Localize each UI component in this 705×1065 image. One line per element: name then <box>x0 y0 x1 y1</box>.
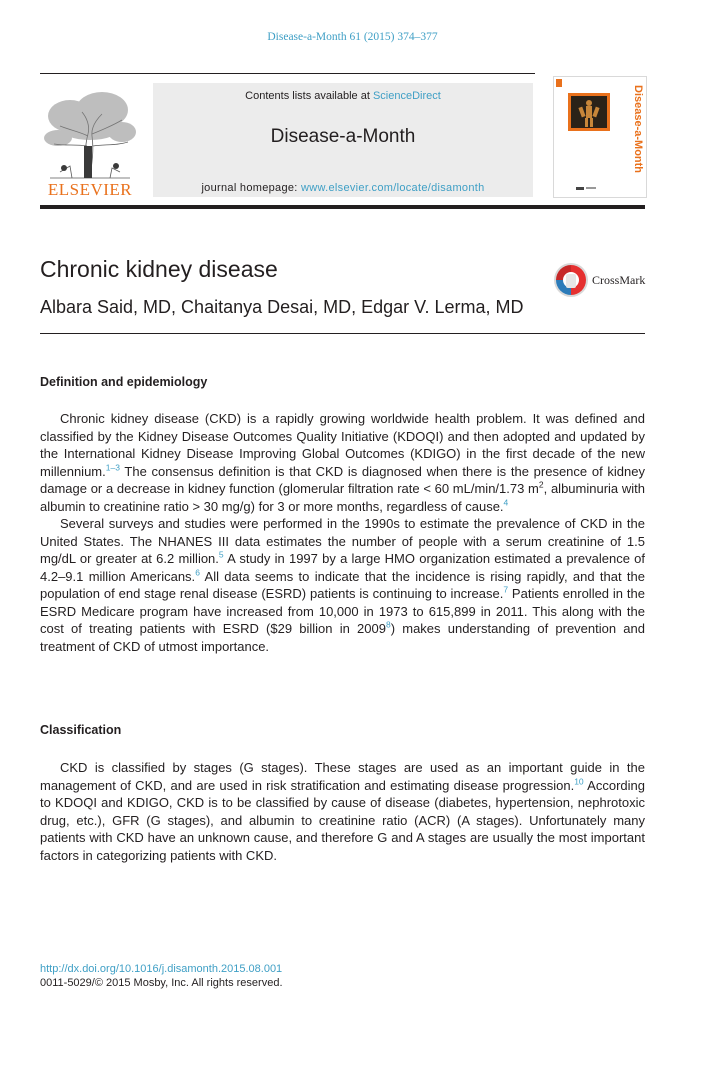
sciencedirect-link[interactable]: ScienceDirect <box>372 90 441 102</box>
elsevier-tree-logo-icon <box>40 86 138 186</box>
crossmark-icon <box>553 262 589 298</box>
superscript-2: 2 <box>538 479 544 490</box>
journal-homepage-line <box>153 182 533 194</box>
contents-line <box>153 90 533 102</box>
crossmark-label: CrossMark <box>592 273 646 287</box>
paragraph-3 <box>40 759 645 864</box>
running-head[interactable]: Disease-a-Month 61 (2015) 374–377 <box>267 31 438 43</box>
journal-title: Disease-a-Month <box>270 126 416 147</box>
crossmark-badge[interactable] <box>553 262 645 298</box>
citation-ref[interactable]: 7 <box>503 584 509 595</box>
copyright-line: 0011-5029/© 2015 Mosby, Inc. All rights reserved. <box>40 977 283 989</box>
article-title: Chronic kidney disease <box>40 256 278 282</box>
p2-text-a: Several surveys and studies were performed in the 1990s to estimate the prevalence of CKD in the United States. The NHANES III data estimates the number of people with a serum creatinine of 1.5 mg/dL or greater at 6.2 million. <box>40 516 645 566</box>
p2-text-e: ) makes understanding of prevention and treatment of CKD of utmost importance. <box>40 621 645 654</box>
paragraph-1 <box>40 410 645 515</box>
paragraph-2 <box>40 515 645 655</box>
doi-link[interactable]: http://dx.doi.org/10.1016/j.disamonth.2015.08.001 <box>40 963 283 975</box>
homepage-link[interactable]: www.elsevier.com/locate/disamonth <box>301 182 485 194</box>
journal-cover-thumbnail[interactable] <box>553 76 647 198</box>
p1-text-c: , albuminuria with albumin to creatinine ratio > 30 mg/g) for 3 or more months, regardless of cause. <box>40 481 645 514</box>
section-body-definition <box>40 410 645 655</box>
contents-prefix: Contents lists available at <box>245 90 373 102</box>
citation-ref[interactable]: 6 <box>195 567 200 578</box>
p3-text-a: CKD is classified by stages (G stages). These stages are used as an important guide in the management of CKD, and are used in risk stratification and estimating disease progression. <box>40 760 645 793</box>
header-bottom-rule <box>40 205 645 209</box>
article-authors: Albara Said, MD, Chaitanya Desai, MD, Edgar V. Lerma, MD <box>40 297 524 317</box>
citation-ref[interactable]: 4 <box>503 497 509 508</box>
p2-text-c: All data seems to indicate that the incidence is rising rapidly, and that the population of end stage renal disease (ESRD) patients is continuing to increase. <box>40 568 646 601</box>
homepage-prefix: journal homepage: <box>201 182 302 194</box>
citation-ref[interactable]: 5 <box>218 549 224 560</box>
elsevier-wordmark: ELSEVIER <box>47 180 133 199</box>
p1-text-a: Chronic kidney disease (CKD) is a rapidly growing worldwide health problem. It was defined and classified by the Kidney Disease Outcomes Quality Initiative (KDOQI) and then adopted and updated by the International Kidney Disease Improving Global Outcomes (KDIGO) in the first decade of the new millennium. <box>40 411 645 479</box>
title-bottom-rule <box>40 333 645 334</box>
p2-text-d: Patients enrolled in the ESRD Medicare program have increased from 10,000 in 1973 to 615,899 in 2011. This along with the cost of treating patients with ESRD ($29 billion in 2009 <box>40 586 645 636</box>
p1-text-b: The consensus definition is that CKD is diagnosed when there is the presence of kidney damage or a decrease in kidney function (glomerular filtration rate < 60 mL/min/1.73 m <box>40 463 645 496</box>
cover-title: Disease-a-Month <box>632 85 644 174</box>
citation-ref[interactable]: 1–3 <box>105 462 120 473</box>
p3-text-b: According to KDOQI and KDIGO, CKD is to be classified by cause of disease (diabetes, hypertension, nephrotoxic drug, etc.), GFR (G stages), and albumin to creatinine ratio (ACR) (A stages). Unfortunately many patients with CKD have an unknown cause, and therefore G and A stages are usually the most important factors in categorizing patients with CKD. <box>40 777 645 863</box>
section-heading-classification: Classification <box>40 723 122 737</box>
citation-ref[interactable]: 8 <box>385 619 391 630</box>
section-heading-definition: Definition and epidemiology <box>40 375 208 389</box>
p2-text-b: A study in 1997 by a large HMO organization estimated a prevalence of 4.2–9.1 million Americans. <box>40 551 645 584</box>
header-top-rule <box>40 73 535 74</box>
citation-ref[interactable]: 10 <box>574 776 584 787</box>
section-body-classification <box>40 759 645 864</box>
